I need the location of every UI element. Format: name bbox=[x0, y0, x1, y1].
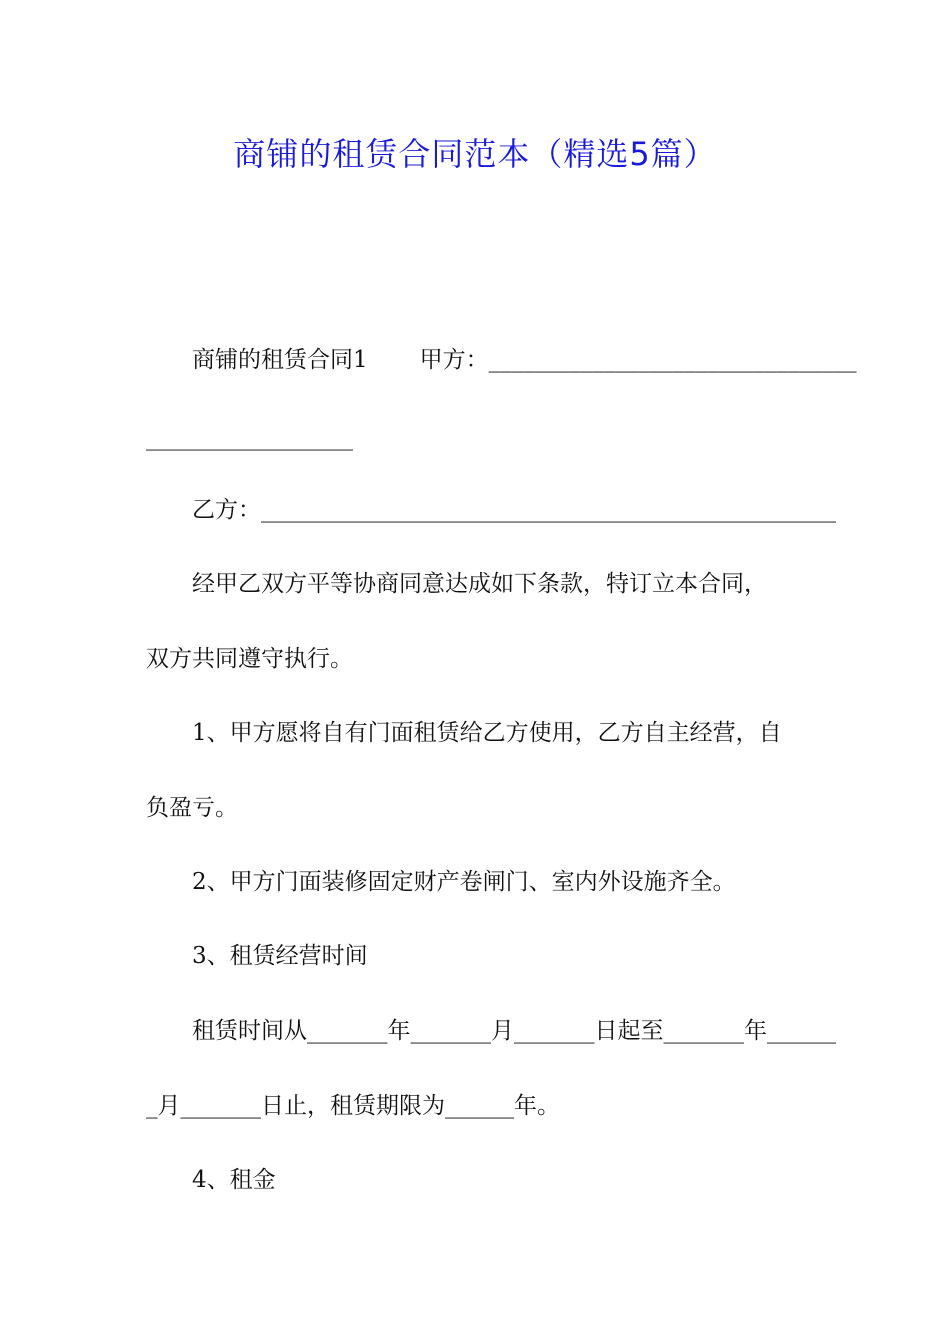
contract-heading: 商铺的租赁合同1 bbox=[192, 347, 368, 373]
lease-term-line-1: 租赁时间从_______年_______月_______日起至_______年______ bbox=[192, 1018, 836, 1044]
clause-3-heading: 3、租赁经营时间 bbox=[192, 943, 368, 969]
party-a-label: 甲方：________________________________ bbox=[419, 347, 857, 373]
party-a-blank: __________________ bbox=[146, 425, 353, 451]
clause-1-line-1: 1、甲方愿将自有门面租赁给乙方使用，乙方自主经营，自 bbox=[192, 720, 782, 746]
clause-4-heading: 4、租金 bbox=[192, 1167, 276, 1193]
clause-1-line-2: 负盈亏。 bbox=[146, 795, 238, 821]
lease-term-line-2: _月_______日止，租赁期限为______年。 bbox=[146, 1093, 560, 1119]
clause-2: 2、甲方门面装修固定财产卷闸门、室内外设施齐全。 bbox=[192, 869, 736, 895]
party-b-label: 乙方：__________________________________________________ bbox=[192, 497, 836, 523]
document-title: 商铺的租赁合同范本（精选5篇） bbox=[233, 135, 717, 173]
contract-heading-line bbox=[192, 342, 862, 378]
intro-paragraph-line-1: 经甲乙双方平等协商同意达成如下条款，特订立本合同， bbox=[192, 571, 767, 597]
intro-paragraph-line-2: 双方共同遵守执行。 bbox=[146, 646, 353, 672]
